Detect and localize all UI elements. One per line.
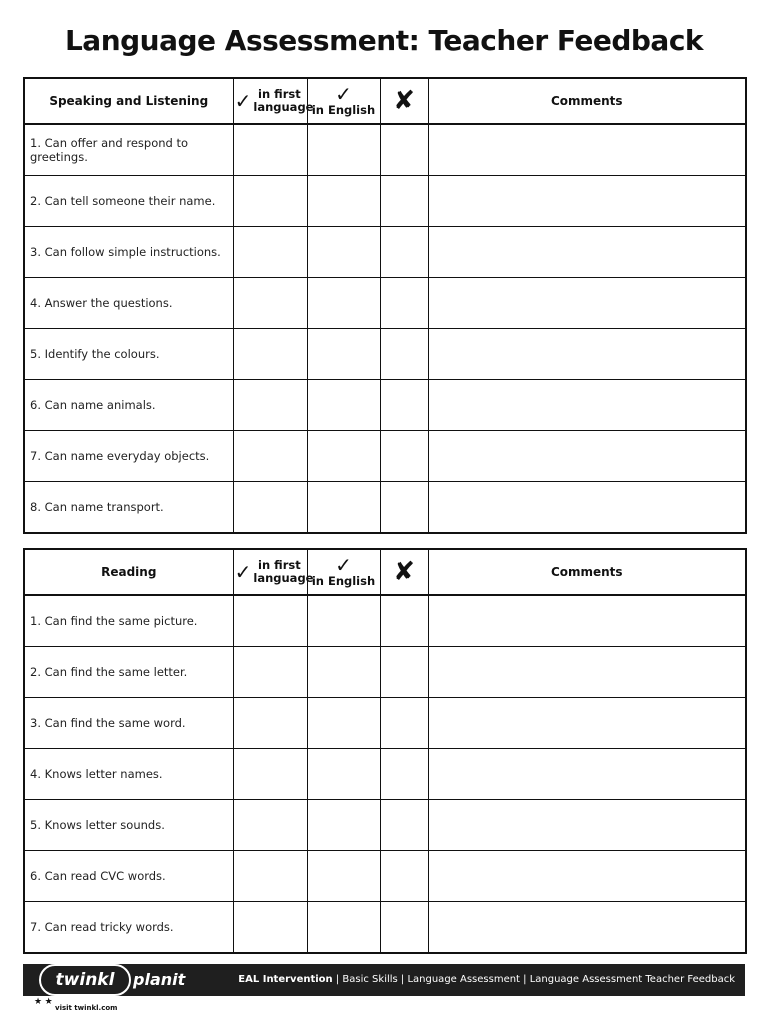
comments-cell[interactable] xyxy=(428,698,746,749)
twinkl-logo-text: twinkl xyxy=(39,964,131,996)
not-achieved-cell[interactable] xyxy=(380,851,428,902)
in-english-cell[interactable] xyxy=(307,124,380,176)
comments-header: Comments xyxy=(428,549,746,595)
not-achieved-cell[interactable] xyxy=(380,227,428,278)
comments-cell[interactable] xyxy=(428,851,746,902)
not-achieved-cell[interactable] xyxy=(380,698,428,749)
first-language-cell[interactable] xyxy=(233,278,307,329)
in-english-cell[interactable] xyxy=(307,749,380,800)
in-english-cell[interactable] xyxy=(307,902,380,954)
skill-label: 2. Can tell someone their name. xyxy=(24,176,233,227)
first-language-cell[interactable] xyxy=(233,227,307,278)
comments-cell[interactable] xyxy=(428,278,746,329)
not-achieved-cell[interactable] xyxy=(380,647,428,698)
table-row xyxy=(24,482,746,534)
table-row xyxy=(24,176,746,227)
comments-cell[interactable] xyxy=(428,800,746,851)
table-row xyxy=(24,698,746,749)
not-achieved-cell[interactable] xyxy=(380,749,428,800)
first-language-cell[interactable] xyxy=(233,380,307,431)
comments-cell[interactable] xyxy=(428,124,746,176)
first-language-cell[interactable] xyxy=(233,329,307,380)
in-english-cell[interactable] xyxy=(307,227,380,278)
not-achieved-cell[interactable] xyxy=(380,482,428,534)
skill-label: 3. Can follow simple instructions. xyxy=(24,227,233,278)
first-language-cell[interactable] xyxy=(233,800,307,851)
first-language-cell[interactable] xyxy=(233,749,307,800)
table-row xyxy=(24,380,746,431)
first-language-label: in first language xyxy=(253,558,314,585)
not-achieved-cell[interactable] xyxy=(380,278,428,329)
tick-icon: ✓ xyxy=(335,553,352,577)
comments-cell[interactable] xyxy=(428,595,746,647)
not-achieved-cell[interactable] xyxy=(380,124,428,176)
in-english-cell[interactable] xyxy=(307,800,380,851)
skill-label: 6. Can read CVC words. xyxy=(24,851,233,902)
in-english-label: in English xyxy=(311,103,376,117)
table-row xyxy=(24,227,746,278)
visit-link[interactable]: visit twinkl.com xyxy=(55,1004,118,1012)
first-language-label: in first language xyxy=(253,87,314,114)
not-achieved-cell[interactable] xyxy=(380,902,428,954)
section-heading: Speaking and Listening xyxy=(24,78,233,124)
table-row xyxy=(24,749,746,800)
in-english-cell[interactable] xyxy=(307,380,380,431)
comments-cell[interactable] xyxy=(428,902,746,954)
cross-icon: ✘ xyxy=(393,557,415,587)
comments-header: Comments xyxy=(428,78,746,124)
in-english-header xyxy=(307,549,380,595)
not-achieved-cell[interactable] xyxy=(380,329,428,380)
table-row xyxy=(24,431,746,482)
first-language-cell[interactable] xyxy=(233,851,307,902)
skill-label: 6. Can name animals. xyxy=(24,380,233,431)
reading-body xyxy=(24,549,746,953)
comments-cell[interactable] xyxy=(428,647,746,698)
tick-icon: ✓ xyxy=(335,82,352,106)
not-achieved-cell[interactable] xyxy=(380,595,428,647)
breadcrumb-rest: | Basic Skills | Language Assessment | Language Assessment Teacher Feedback xyxy=(332,974,735,985)
not-achieved-cell[interactable] xyxy=(380,800,428,851)
skill-label: 1. Can offer and respond to greetings. xyxy=(24,124,233,176)
in-english-cell[interactable] xyxy=(307,851,380,902)
first-language-cell[interactable] xyxy=(233,176,307,227)
comments-cell[interactable] xyxy=(428,749,746,800)
first-language-cell[interactable] xyxy=(233,124,307,176)
in-english-cell[interactable] xyxy=(307,482,380,534)
first-language-cell[interactable] xyxy=(233,647,307,698)
not-achieved-cell[interactable] xyxy=(380,431,428,482)
footer-bar xyxy=(23,964,745,996)
twinkl-logo[interactable] xyxy=(33,958,143,998)
first-language-cell[interactable] xyxy=(233,431,307,482)
section-heading: Reading xyxy=(24,549,233,595)
skill-label: 1. Can find the same picture. xyxy=(24,595,233,647)
skill-label: 2. Can find the same letter. xyxy=(24,647,233,698)
not-achieved-header xyxy=(380,549,428,595)
in-english-cell[interactable] xyxy=(307,278,380,329)
reading-table xyxy=(23,548,747,954)
in-english-header xyxy=(307,78,380,124)
in-english-cell[interactable] xyxy=(307,647,380,698)
skill-label: 8. Can name transport. xyxy=(24,482,233,534)
skill-label: 5. Identify the colours. xyxy=(24,329,233,380)
in-english-cell[interactable] xyxy=(307,329,380,380)
in-english-cell[interactable] xyxy=(307,176,380,227)
table-row xyxy=(24,329,746,380)
table-row xyxy=(24,851,746,902)
first-language-header xyxy=(233,549,314,595)
table-row xyxy=(24,902,746,954)
not-achieved-header xyxy=(380,78,428,124)
table-row xyxy=(24,595,746,647)
skill-label: 4. Knows letter names. xyxy=(24,749,233,800)
first-language-cell[interactable] xyxy=(233,595,307,647)
first-language-header xyxy=(233,78,314,124)
star-icon: ★ ★ xyxy=(34,996,53,1006)
comments-cell[interactable] xyxy=(428,482,746,534)
page-title: Language Assessment: Teacher Feedback xyxy=(64,24,704,57)
table-row xyxy=(24,124,746,176)
speaking-listening-body xyxy=(24,78,746,533)
tick-icon: ✓ xyxy=(234,88,252,113)
in-english-cell[interactable] xyxy=(307,595,380,647)
not-achieved-cell[interactable] xyxy=(380,176,428,227)
first-language-cell[interactable] xyxy=(233,902,307,954)
in-english-label: in English xyxy=(311,574,376,588)
first-language-cell[interactable] xyxy=(233,482,307,534)
table-header-row xyxy=(24,549,746,595)
skill-label: 4. Answer the questions. xyxy=(24,278,233,329)
breadcrumb xyxy=(238,974,735,985)
in-english-cell[interactable] xyxy=(307,431,380,482)
first-language-cell[interactable] xyxy=(233,698,307,749)
comments-cell[interactable] xyxy=(428,380,746,431)
breadcrumb-bold: EAL Intervention xyxy=(238,974,333,985)
planit-label: planit xyxy=(133,970,186,989)
in-english-cell[interactable] xyxy=(307,698,380,749)
skill-label: 7. Can name everyday objects. xyxy=(24,431,233,482)
skill-label: 3. Can find the same word. xyxy=(24,698,233,749)
comments-cell[interactable] xyxy=(428,176,746,227)
comments-cell[interactable] xyxy=(428,329,746,380)
table-row xyxy=(24,647,746,698)
cross-icon: ✘ xyxy=(393,86,415,116)
speaking-listening-table xyxy=(23,77,747,534)
not-achieved-cell[interactable] xyxy=(380,380,428,431)
table-row xyxy=(24,800,746,851)
skill-label: 5. Knows letter sounds. xyxy=(24,800,233,851)
table-header-row xyxy=(24,78,746,124)
comments-cell[interactable] xyxy=(428,227,746,278)
tick-icon: ✓ xyxy=(234,559,252,584)
table-row xyxy=(24,278,746,329)
comments-cell[interactable] xyxy=(428,431,746,482)
skill-label: 7. Can read tricky words. xyxy=(24,902,233,954)
